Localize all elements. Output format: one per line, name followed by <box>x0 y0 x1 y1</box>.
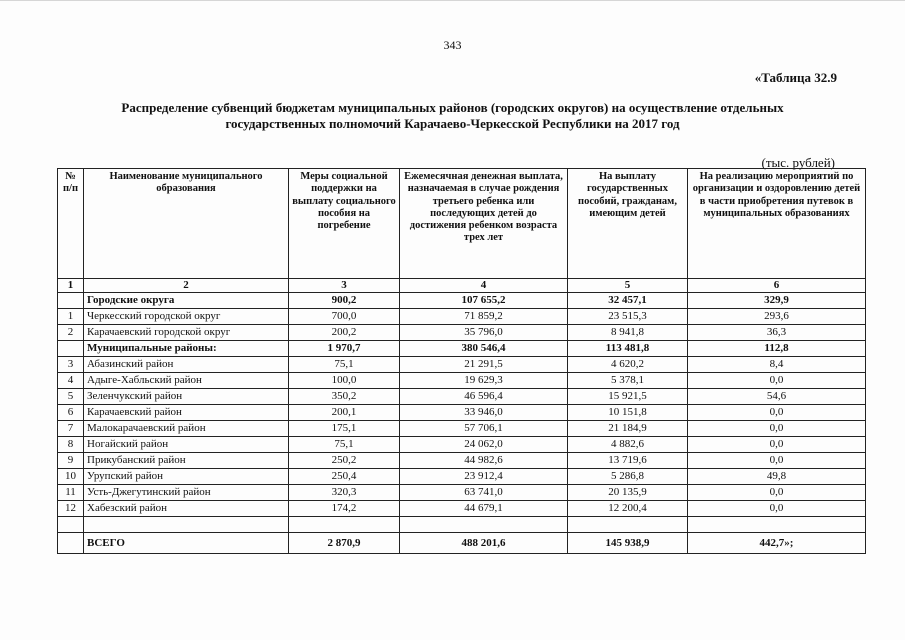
row-col4: 21 291,5 <box>400 357 568 373</box>
row-col3: 350,2 <box>289 389 400 405</box>
row-col3: 320,3 <box>289 485 400 501</box>
row-name: Карачаевский городской округ <box>84 325 289 341</box>
total-row <box>58 533 866 554</box>
row-col6: 54,6 <box>688 389 866 405</box>
scan-edge-line <box>0 0 905 1</box>
row-col5: 5 378,1 <box>568 373 688 389</box>
index-cell: 1 <box>58 279 84 293</box>
table-row <box>58 421 866 437</box>
row-col4: 44 982,6 <box>400 453 568 469</box>
header-col5: На выплату государственных пособий, гражданам, имеющим детей <box>568 169 688 279</box>
row-col5: 4 882,6 <box>568 437 688 453</box>
row-col4: 35 796,0 <box>400 325 568 341</box>
spacer-row <box>58 517 866 533</box>
table-row <box>58 485 866 501</box>
table-row <box>58 357 866 373</box>
row-col6: 0,0 <box>688 437 866 453</box>
row-col6: 8,4 <box>688 357 866 373</box>
row-number: 12 <box>58 501 84 517</box>
row-col3: 700,0 <box>289 309 400 325</box>
spacer-cell <box>400 517 568 533</box>
row-col3: 900,2 <box>289 293 400 309</box>
row-col4: 44 679,1 <box>400 501 568 517</box>
total-col3: 2 870,9 <box>289 533 400 554</box>
title-line-2: государственных полномочий Карачаево-Черкесской Республики на 2017 год <box>225 116 680 131</box>
row-col4: 380 546,4 <box>400 341 568 357</box>
spacer-cell <box>58 517 84 533</box>
row-col4: 71 859,2 <box>400 309 568 325</box>
row-col4: 33 946,0 <box>400 405 568 421</box>
units-note: (тыс. рублей) <box>761 155 835 170</box>
row-col6: 36,3 <box>688 325 866 341</box>
row-col3: 100,0 <box>289 373 400 389</box>
total-label: ВСЕГО <box>84 533 289 554</box>
spacer-cell <box>289 517 400 533</box>
row-name: Черкесский городской округ <box>84 309 289 325</box>
row-name: Муниципальные районы: <box>84 341 289 357</box>
row-col4: 24 062,0 <box>400 437 568 453</box>
row-col3: 175,1 <box>289 421 400 437</box>
row-col5: 12 200,4 <box>568 501 688 517</box>
page-number: 343 <box>443 38 462 52</box>
row-col5: 4 620,2 <box>568 357 688 373</box>
row-col6: 49,8 <box>688 469 866 485</box>
table-row <box>58 373 866 389</box>
table-row <box>58 501 866 517</box>
index-cell: 6 <box>688 279 866 293</box>
spacer-cell <box>84 517 289 533</box>
row-number: 1 <box>58 309 84 325</box>
row-col6: 0,0 <box>688 405 866 421</box>
header-col6: На реализацию мероприятий по организации и оздоровлению детей в части приобретения путевок в муниципальных образованиях <box>688 169 866 279</box>
row-col5: 8 941,8 <box>568 325 688 341</box>
subsidy-table <box>57 168 866 554</box>
total-col5: 145 938,9 <box>568 533 688 554</box>
row-col3: 250,4 <box>289 469 400 485</box>
header-col3: Меры социальной поддержки на выплату социального пособия на погребение <box>289 169 400 279</box>
total-col6: 442,7»; <box>688 533 866 554</box>
total-col4: 488 201,6 <box>400 533 568 554</box>
row-col5: 21 184,9 <box>568 421 688 437</box>
index-cell: 4 <box>400 279 568 293</box>
title-line-1: Распределение субвенций бюджетам муниципальных районов (городских округов) на осуществление отдельных <box>121 100 784 115</box>
row-col5: 20 135,9 <box>568 485 688 501</box>
row-col5: 15 921,5 <box>568 389 688 405</box>
table-row <box>58 309 866 325</box>
row-col5: 23 515,3 <box>568 309 688 325</box>
row-number: 7 <box>58 421 84 437</box>
row-number: 2 <box>58 325 84 341</box>
row-number <box>58 341 84 357</box>
row-col3: 75,1 <box>289 357 400 373</box>
row-col5: 113 481,8 <box>568 341 688 357</box>
row-col6: 0,0 <box>688 421 866 437</box>
row-col6: 0,0 <box>688 485 866 501</box>
header-name: Наименование муниципального образования <box>84 169 289 279</box>
table-row <box>58 341 866 357</box>
row-col6: 0,0 <box>688 453 866 469</box>
row-col6: 293,6 <box>688 309 866 325</box>
index-cell: 2 <box>84 279 289 293</box>
row-name: Урупский район <box>84 469 289 485</box>
row-col5: 13 719,6 <box>568 453 688 469</box>
row-col6: 0,0 <box>688 501 866 517</box>
header-col4: Ежемесячная денежная выплата, назначаемая в случае рождения третьего ребенка или последующих детей до достижения ребенком возраста трех лет <box>400 169 568 279</box>
row-name: Городские округа <box>84 293 289 309</box>
spacer-cell <box>688 517 866 533</box>
row-number: 6 <box>58 405 84 421</box>
spacer-cell <box>568 517 688 533</box>
table-row <box>58 293 866 309</box>
row-number: 5 <box>58 389 84 405</box>
table-row <box>58 325 866 341</box>
row-col4: 57 706,1 <box>400 421 568 437</box>
row-name: Усть-Джегутинский район <box>84 485 289 501</box>
row-number: 8 <box>58 437 84 453</box>
table-row <box>58 405 866 421</box>
index-cell: 5 <box>568 279 688 293</box>
row-col4: 63 741,0 <box>400 485 568 501</box>
row-number: 10 <box>58 469 84 485</box>
row-col4: 46 596,4 <box>400 389 568 405</box>
header-num: № п/п <box>58 169 84 279</box>
row-name: Малокарачаевский район <box>84 421 289 437</box>
row-col3: 250,2 <box>289 453 400 469</box>
row-col3: 174,2 <box>289 501 400 517</box>
row-col3: 1 970,7 <box>289 341 400 357</box>
row-col3: 75,1 <box>289 437 400 453</box>
row-col3: 200,1 <box>289 405 400 421</box>
row-name: Хабезский район <box>84 501 289 517</box>
row-col4: 23 912,4 <box>400 469 568 485</box>
row-col6: 329,9 <box>688 293 866 309</box>
table-row <box>58 453 866 469</box>
index-row <box>58 279 866 293</box>
row-number: 3 <box>58 357 84 373</box>
row-number: 9 <box>58 453 84 469</box>
row-col5: 5 286,8 <box>568 469 688 485</box>
total-number <box>58 533 84 554</box>
row-col3: 200,2 <box>289 325 400 341</box>
row-number: 11 <box>58 485 84 501</box>
row-number <box>58 293 84 309</box>
row-col5: 32 457,1 <box>568 293 688 309</box>
table-row <box>58 437 866 453</box>
row-name: Абазинский район <box>84 357 289 373</box>
row-col4: 107 655,2 <box>400 293 568 309</box>
row-name: Зеленчукский район <box>84 389 289 405</box>
row-number: 4 <box>58 373 84 389</box>
table-row <box>58 469 866 485</box>
row-col6: 112,8 <box>688 341 866 357</box>
row-col5: 10 151,8 <box>568 405 688 421</box>
row-col6: 0,0 <box>688 373 866 389</box>
row-name: Прикубанский район <box>84 453 289 469</box>
row-name: Ногайский район <box>84 437 289 453</box>
index-cell: 3 <box>289 279 400 293</box>
table-label: «Таблица 32.9 <box>754 70 837 85</box>
row-name: Карачаевский район <box>84 405 289 421</box>
row-col4: 19 629,3 <box>400 373 568 389</box>
document-title <box>40 100 865 132</box>
table-row <box>58 389 866 405</box>
row-name: Адыге-Хабльский район <box>84 373 289 389</box>
header-row <box>58 169 866 279</box>
